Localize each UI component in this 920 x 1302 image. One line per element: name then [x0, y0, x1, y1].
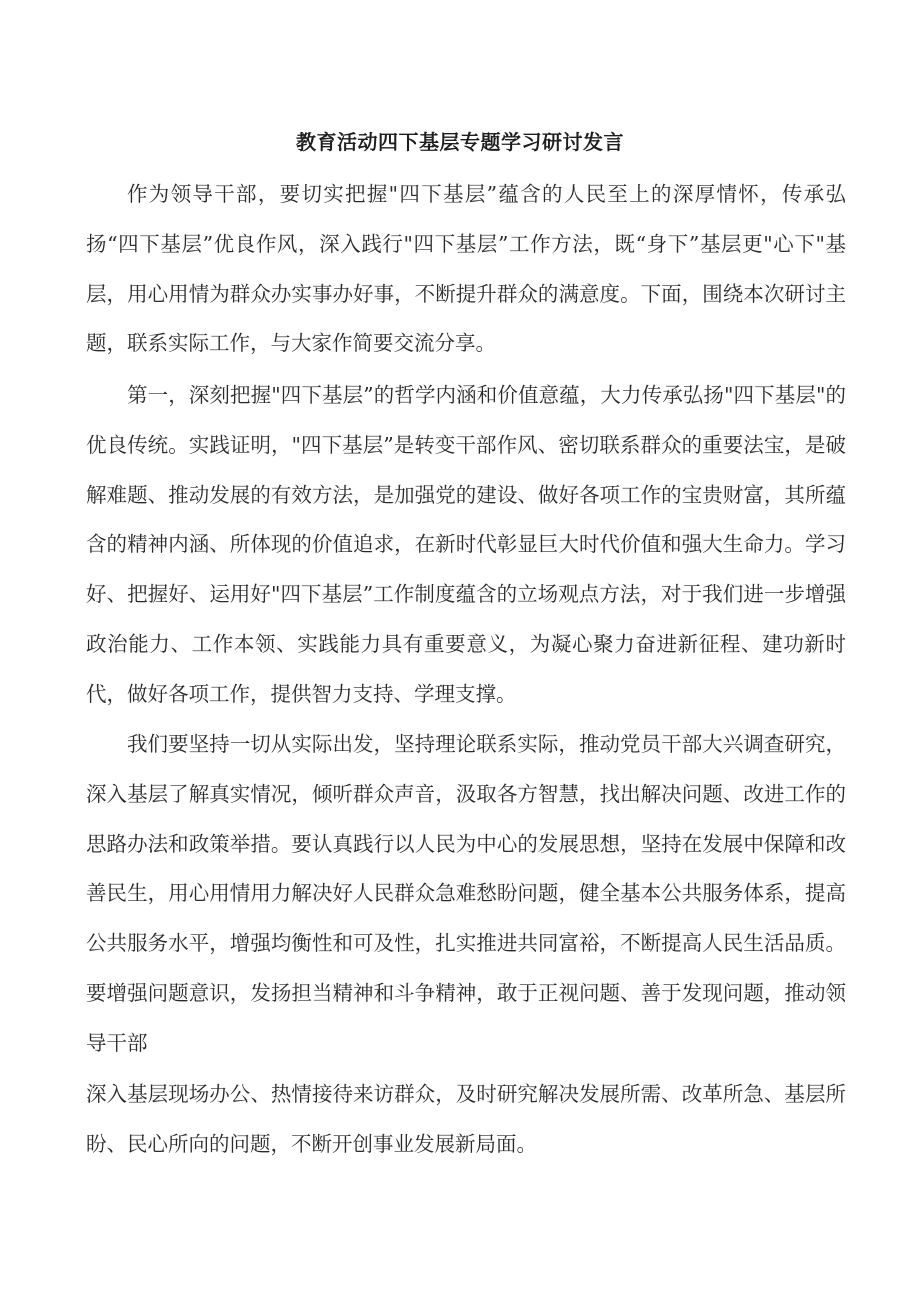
document-title: 教育活动四下基层专题学习研讨发言: [296, 130, 624, 154]
paragraph-practice: 我们要坚持一切从实际出发，坚持理论联系实际，推动党员干部大兴调查研究，深入基层了解真实情况，倾听群众声音，汲取各方智慧，找出解决问题、改进工作的思路办法和政策举措。要认真践行以人民为中心的发展思想，坚持在发展中保障和改善民生，用心用情用力解决好人民群众急难愁盼问题，健全基本公共服务体系，提高公共服务水平，增强均衡性和可及性，扎实推进共同富裕，不断提高人民生活品质。要增强问题意识，发扬担当精神和斗争精神，敢于正视问题、善于发现问题，推动领导干部: [86, 732, 846, 1055]
paragraph-first-point: 第一，深刻把握"四下基层”的哲学内涵和价值意蕴，大力传承弘扬"四下基层"的优良传统。实践证明，"四下基层”是转变干部作风、密切联系群众的重要法宝，是破解难题、推动发展的有效方法，是加强党的建设、做好各项工作的宝贵财富，其所蕴含的精神内涵、所体现的价值追求，在新时代彰显巨大时代价值和强大生命力。学习好、把握好、运用好"四下基层”工作制度蕴含的立场观点方法，对于我们进一步增强政治能力、工作本领、实践能力具有重要意义，为凝心聚力奋进新征程、建功新时代，做好各项工作，提供智力支持、学理支撑。: [86, 383, 846, 706]
paragraph-continuation: 深入基层现场办公、热情接待来访群众，及时研究解决发展所需、改革所急、基层所盼、民心所向的问题，不断开创事业发展新局面。: [86, 1082, 846, 1156]
paragraph-introduction: 作为领导干部，要切实把握"四下基层”蕴含的人民至上的深厚情怀，传承弘扬“四下基层”优良作风，深入践行"四下基层”工作方法，既“身下”基层更"心下"基层，用心用情为群众办实事办好事，不断提升群众的满意度。下面，围绕本次研讨主题，联系实际工作，与大家作简要交流分享。: [86, 182, 846, 356]
